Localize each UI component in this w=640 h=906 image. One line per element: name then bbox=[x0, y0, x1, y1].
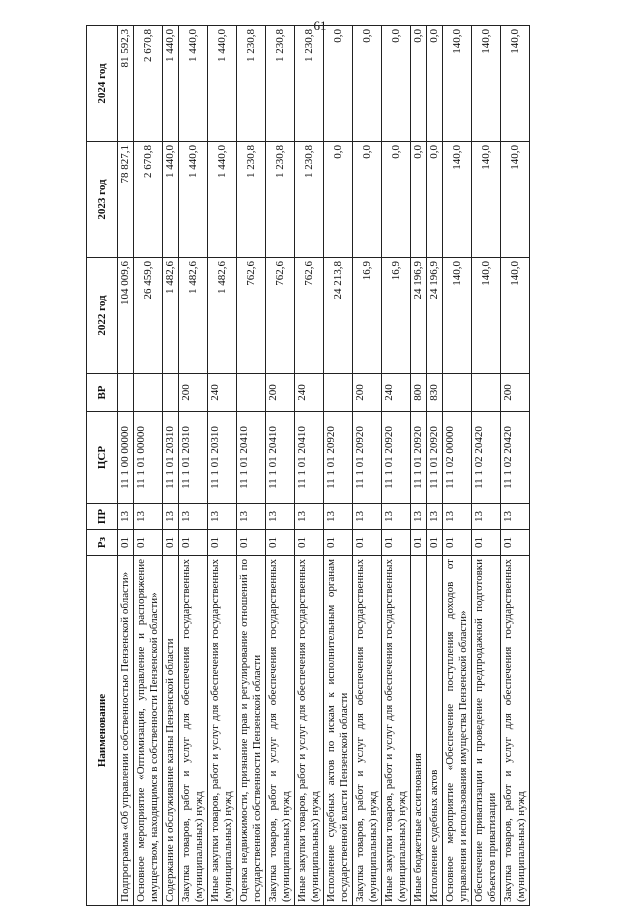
cell-name: Исполнение судебных актов bbox=[427, 556, 443, 906]
table-row bbox=[179, 26, 208, 906]
cell-name: Закупка товаров, работ и услуг для обеспечения государственных (муниципальных) нужд bbox=[501, 556, 530, 906]
cell-name: Закупка товаров, работ и услуг для обеспечения государственных (муниципальных) нужд bbox=[353, 556, 382, 906]
table-row bbox=[324, 26, 353, 906]
cell-rz: 01 bbox=[266, 530, 295, 556]
cell-2022: 24 196,9 bbox=[411, 258, 427, 374]
table-row bbox=[163, 26, 179, 906]
cell-vr: 240 bbox=[208, 374, 237, 412]
cell-2024: 1 440,0 bbox=[163, 26, 179, 142]
cell-rz: 01 bbox=[163, 530, 179, 556]
cell-vr bbox=[118, 374, 134, 412]
table-row bbox=[472, 26, 501, 906]
cell-2023: 140,0 bbox=[443, 142, 472, 258]
table-row bbox=[208, 26, 237, 906]
cell-2022: 24 213,8 bbox=[324, 258, 353, 374]
cell-2024: 1 230,8 bbox=[295, 26, 324, 142]
rotated-table-container bbox=[86, 26, 556, 906]
table-row bbox=[443, 26, 472, 906]
cell-2024: 140,0 bbox=[443, 26, 472, 142]
table-row bbox=[427, 26, 443, 906]
cell-name: Основное мероприятие «Оптимизация, управление и распоряжение имуществом, находящимся в собственности Пензенской области» bbox=[134, 556, 163, 906]
cell-rz: 01 bbox=[237, 530, 266, 556]
cell-2022: 1 482,6 bbox=[163, 258, 179, 374]
header-csr: ЦСР bbox=[87, 412, 118, 504]
cell-vr: 200 bbox=[501, 374, 530, 412]
cell-csr: 11 1 00 00000 bbox=[118, 412, 134, 504]
cell-2023: 1 440,0 bbox=[179, 142, 208, 258]
cell-pr: 13 bbox=[179, 504, 208, 530]
cell-rz: 01 bbox=[208, 530, 237, 556]
cell-2022: 1 482,6 bbox=[208, 258, 237, 374]
table-row bbox=[411, 26, 427, 906]
cell-2022: 762,6 bbox=[266, 258, 295, 374]
table-row bbox=[501, 26, 530, 906]
cell-csr: 11 1 01 20920 bbox=[427, 412, 443, 504]
cell-rz: 01 bbox=[443, 530, 472, 556]
cell-2022: 26 459,0 bbox=[134, 258, 163, 374]
cell-rz: 01 bbox=[411, 530, 427, 556]
cell-pr: 13 bbox=[134, 504, 163, 530]
cell-csr: 11 1 01 00000 bbox=[134, 412, 163, 504]
cell-2023: 140,0 bbox=[501, 142, 530, 258]
cell-2022: 140,0 bbox=[501, 258, 530, 374]
cell-2022: 1 482,6 bbox=[179, 258, 208, 374]
budget-table bbox=[86, 25, 530, 906]
cell-vr: 830 bbox=[427, 374, 443, 412]
cell-pr: 13 bbox=[208, 504, 237, 530]
table-row bbox=[353, 26, 382, 906]
cell-csr: 11 1 01 20310 bbox=[208, 412, 237, 504]
cell-pr: 13 bbox=[237, 504, 266, 530]
header-name: Наименование bbox=[87, 556, 118, 906]
cell-csr: 11 1 02 20420 bbox=[501, 412, 530, 504]
cell-rz: 01 bbox=[134, 530, 163, 556]
cell-csr: 11 1 01 20920 bbox=[324, 412, 353, 504]
cell-pr: 13 bbox=[295, 504, 324, 530]
cell-vr bbox=[324, 374, 353, 412]
cell-pr: 13 bbox=[411, 504, 427, 530]
cell-2022: 762,6 bbox=[295, 258, 324, 374]
cell-2024: 1 440,0 bbox=[208, 26, 237, 142]
cell-csr: 11 1 02 00000 bbox=[443, 412, 472, 504]
cell-name: Иные закупки товаров, работ и услуг для обеспечения государственных (муниципальных) нужд bbox=[382, 556, 411, 906]
cell-pr: 13 bbox=[427, 504, 443, 530]
header-pr: ПР bbox=[87, 504, 118, 530]
cell-2024: 1 230,8 bbox=[266, 26, 295, 142]
table-row bbox=[134, 26, 163, 906]
cell-vr: 200 bbox=[266, 374, 295, 412]
cell-name: Основное мероприятие «Обеспечение поступления доходов от управления и использования имущества Пензенской области» bbox=[443, 556, 472, 906]
cell-2022: 104 009,6 bbox=[118, 258, 134, 374]
cell-2023: 1 230,8 bbox=[266, 142, 295, 258]
cell-name: Закупка товаров, работ и услуг для обеспечения государственных (муниципальных) нужд bbox=[179, 556, 208, 906]
cell-2023: 140,0 bbox=[472, 142, 501, 258]
cell-vr bbox=[134, 374, 163, 412]
cell-rz: 01 bbox=[179, 530, 208, 556]
cell-2024: 2 670,8 bbox=[134, 26, 163, 142]
cell-pr: 13 bbox=[163, 504, 179, 530]
cell-pr: 13 bbox=[443, 504, 472, 530]
cell-rz: 01 bbox=[382, 530, 411, 556]
cell-2023: 1 440,0 bbox=[208, 142, 237, 258]
cell-2023: 0,0 bbox=[411, 142, 427, 258]
table-row bbox=[118, 26, 134, 906]
cell-2024: 1 230,8 bbox=[237, 26, 266, 142]
cell-name: Иные закупки товаров, работ и услуг для обеспечения государственных (муниципальных) нужд bbox=[295, 556, 324, 906]
cell-2022: 16,9 bbox=[353, 258, 382, 374]
cell-vr: 200 bbox=[353, 374, 382, 412]
cell-vr: 200 bbox=[179, 374, 208, 412]
table-row bbox=[295, 26, 324, 906]
cell-pr: 13 bbox=[324, 504, 353, 530]
cell-rz: 01 bbox=[501, 530, 530, 556]
cell-2024: 0,0 bbox=[411, 26, 427, 142]
cell-2024: 140,0 bbox=[472, 26, 501, 142]
cell-vr bbox=[443, 374, 472, 412]
table-row bbox=[266, 26, 295, 906]
cell-2023: 2 670,8 bbox=[134, 142, 163, 258]
cell-2024: 0,0 bbox=[427, 26, 443, 142]
cell-name: Содержание и обслуживание казны Пензенской области bbox=[163, 556, 179, 906]
cell-name: Исполнение судебных актов по искам к исполнительным органам государственной власти Пензенской области bbox=[324, 556, 353, 906]
cell-csr: 11 1 01 20920 bbox=[353, 412, 382, 504]
cell-name: Подпрограмма «Об управлении собственностью Пензенской области» bbox=[118, 556, 134, 906]
cell-vr: 800 bbox=[411, 374, 427, 412]
cell-2023: 0,0 bbox=[382, 142, 411, 258]
cell-pr: 13 bbox=[472, 504, 501, 530]
cell-name: Оценка недвижимости, признание прав и регулирование отношений по государственной собственности Пензенской области bbox=[237, 556, 266, 906]
cell-2024: 0,0 bbox=[353, 26, 382, 142]
cell-2024: 81 592,3 bbox=[118, 26, 134, 142]
cell-2022: 140,0 bbox=[472, 258, 501, 374]
cell-2023: 0,0 bbox=[324, 142, 353, 258]
header-rz: Рз bbox=[87, 530, 118, 556]
cell-2022: 24 196,9 bbox=[427, 258, 443, 374]
cell-vr bbox=[163, 374, 179, 412]
cell-2024: 1 440,0 bbox=[179, 26, 208, 142]
cell-rz: 01 bbox=[427, 530, 443, 556]
cell-rz: 01 bbox=[295, 530, 324, 556]
cell-csr: 11 1 01 20410 bbox=[295, 412, 324, 504]
cell-name: Иные бюджетные ассигнования bbox=[411, 556, 427, 906]
cell-vr: 240 bbox=[382, 374, 411, 412]
cell-rz: 01 bbox=[118, 530, 134, 556]
cell-csr: 11 1 02 20420 bbox=[472, 412, 501, 504]
cell-rz: 01 bbox=[324, 530, 353, 556]
header-2023: 2023 год bbox=[87, 142, 118, 258]
cell-rz: 01 bbox=[353, 530, 382, 556]
cell-csr: 11 1 01 20310 bbox=[179, 412, 208, 504]
header-vr: ВР bbox=[87, 374, 118, 412]
header-2022: 2022 год bbox=[87, 258, 118, 374]
cell-2023: 0,0 bbox=[427, 142, 443, 258]
table-header-row bbox=[87, 26, 118, 906]
cell-2024: 140,0 bbox=[501, 26, 530, 142]
cell-2023: 0,0 bbox=[353, 142, 382, 258]
cell-2023: 1 230,8 bbox=[237, 142, 266, 258]
cell-2023: 1 230,8 bbox=[295, 142, 324, 258]
cell-csr: 11 1 01 20410 bbox=[237, 412, 266, 504]
cell-pr: 13 bbox=[266, 504, 295, 530]
table-row bbox=[237, 26, 266, 906]
cell-name: Иные закупки товаров, работ и услуг для обеспечения государственных (муниципальных) нужд bbox=[208, 556, 237, 906]
cell-csr: 11 1 01 20920 bbox=[411, 412, 427, 504]
cell-pr: 13 bbox=[353, 504, 382, 530]
cell-2023: 1 440,0 bbox=[163, 142, 179, 258]
page-number: 61 bbox=[313, 18, 327, 33]
cell-vr bbox=[237, 374, 266, 412]
cell-csr: 11 1 01 20310 bbox=[163, 412, 179, 504]
cell-2023: 78 827,1 bbox=[118, 142, 134, 258]
cell-pr: 13 bbox=[501, 504, 530, 530]
header-2024: 2024 год bbox=[87, 26, 118, 142]
cell-name: Обеспечение приватизации и проведение предпродажной подготовки объектов приватизации bbox=[472, 556, 501, 906]
cell-rz: 01 bbox=[472, 530, 501, 556]
cell-vr bbox=[472, 374, 501, 412]
cell-name: Закупка товаров, работ и услуг для обеспечения государственных (муниципальных) нужд bbox=[266, 556, 295, 906]
cell-2022: 762,6 bbox=[237, 258, 266, 374]
cell-2024: 0,0 bbox=[324, 26, 353, 142]
cell-2022: 16,9 bbox=[382, 258, 411, 374]
cell-csr: 11 1 01 20410 bbox=[266, 412, 295, 504]
cell-csr: 11 1 01 20920 bbox=[382, 412, 411, 504]
cell-vr: 240 bbox=[295, 374, 324, 412]
table-row bbox=[382, 26, 411, 906]
cell-pr: 13 bbox=[382, 504, 411, 530]
cell-2022: 140,0 bbox=[443, 258, 472, 374]
cell-2024: 0,0 bbox=[382, 26, 411, 142]
cell-pr: 13 bbox=[118, 504, 134, 530]
